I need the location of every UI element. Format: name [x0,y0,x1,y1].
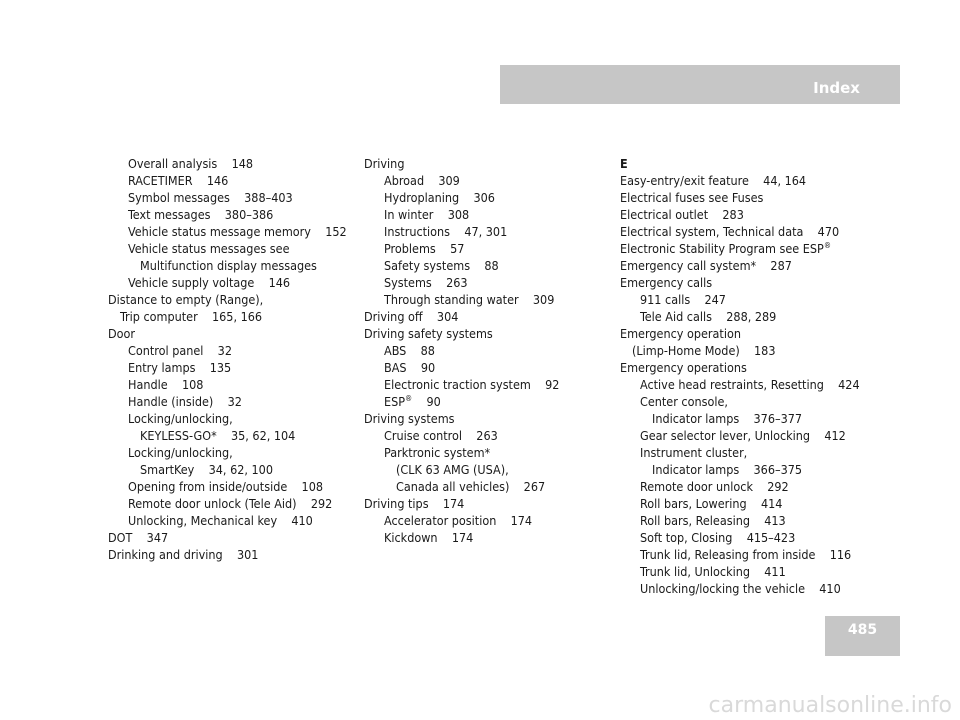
index-entry [108,461,358,478]
index-column-1 [108,155,358,563]
index-entry [108,291,358,308]
index-entry-text: Emergency operations [620,360,747,375]
index-entry [364,359,614,376]
index-entry [620,393,900,410]
index-entry-text: Instrument cluster, [640,445,748,460]
index-entry-text: Roll bars, Releasing 413 [640,513,786,528]
index-entry-text: Accelerator position 174 [384,513,533,528]
index-entry-text: Easy-entry/exit feature 44, 164 [620,173,807,188]
index-entry-text: Locking/unlocking, [128,445,233,460]
index-entry [620,376,900,393]
index-entry-text: Text messages 380–386 [128,207,274,222]
index-entry [364,189,614,206]
index-column-3 [620,155,900,597]
index-entry [108,393,358,410]
index-entry-text: Electrical outlet 283 [620,207,744,222]
index-entry-text: ESP [384,394,406,409]
index-entry-text: Emergency operation [620,326,741,341]
index-entry [364,325,614,342]
index-entry [108,444,358,461]
index-entry [108,189,358,206]
index-entry [620,308,900,325]
index-entry-text: Trunk lid, Unlocking 411 [640,564,786,579]
index-entry [620,427,900,444]
index-entry-text: Driving [364,156,405,171]
index-entry-text: Roll bars, Lowering 414 [640,496,783,511]
index-entry-text: DOT 347 [108,530,169,545]
index-entry-text: Handle 108 [128,377,204,392]
page-number-box [825,616,900,656]
index-entry-text: Unlocking/locking the vehicle 410 [640,581,841,596]
index-entry [364,155,614,172]
index-entry [364,240,614,257]
index-entry-text: SmartKey 34, 62, 100 [140,462,273,477]
index-entry-text: Cruise control 263 [384,428,498,443]
index-entry-text: Emergency call system* 287 [620,258,792,273]
index-entry [364,206,614,223]
index-entry-text: Trip computer 165, 166 [120,309,263,324]
index-entry-text: Vehicle status messages see [128,241,290,256]
index-entry-text: Entry lamps 135 [128,360,232,375]
index-entry [108,359,358,376]
index-entry-text: Opening from inside/outside 108 [128,479,324,494]
index-entry [108,155,358,172]
index-entry [620,580,900,597]
index-entry [364,376,614,393]
index-entry-text: Electrical system, Technical data 470 [620,224,840,239]
registered-mark: ® [823,240,832,250]
index-entry [108,478,358,495]
index-column-2 [364,155,614,546]
index-entry-text: E [620,156,628,171]
index-entry-text: Through standing water 309 [384,292,555,307]
registered-mark: ® [405,393,413,403]
index-entry [108,325,358,342]
index-entry [364,444,614,461]
index-entry [620,274,900,291]
index-entry-text: Distance to empty (Range), [108,292,264,307]
index-entry [108,342,358,359]
index-entry-text: Vehicle supply voltage 146 [128,275,291,290]
index-entry [364,291,614,308]
index-entry-text: KEYLESS-GO* 35, 62, 104 [140,428,296,443]
index-entry-text: Center console, [640,394,728,409]
index-entry-text: Driving off 304 [364,309,459,324]
index-entry [108,257,358,274]
index-entry [108,546,358,563]
index-entry-text: Indicator lamps 366–375 [652,462,803,477]
index-entry-text: ABS 88 [384,343,435,358]
index-entry [620,410,900,427]
index-entry [108,223,358,240]
watermark: carmanualsonline.info [708,693,952,718]
index-entry-text: Vehicle status message memory 152 [128,224,347,239]
index-entry-text: Remote door unlock 292 [640,479,789,494]
index-entry-text: Emergency calls [620,275,713,290]
index-entry-text: Symbol messages 388–403 [128,190,293,205]
index-entry [108,427,358,444]
index-entry-text: Trunk lid, Releasing from inside 116 [640,547,852,562]
index-entry-text: Unlocking, Mechanical key 410 [128,513,313,528]
index-entry [620,529,900,546]
index-entry [364,495,614,512]
index-entry-text: Hydroplaning 306 [384,190,495,205]
index-entry-text: Active head restraints, Resetting 424 [640,377,860,392]
index-entry [620,461,900,478]
index-entry-text: Overall analysis 148 [128,156,254,171]
index-entry [620,206,900,223]
index-entry-text: Problems 57 [384,241,465,256]
index-entry-text: Remote door unlock (Tele Aid) 292 [128,496,333,511]
index-entry-text: Indicator lamps 376–377 [652,411,803,426]
index-entry [620,478,900,495]
index-entry [108,206,358,223]
index-entry-text: Control panel 32 [128,343,232,358]
index-entry-text: Canada all vehicles) 267 [396,479,546,494]
index-entry [108,274,358,291]
index-entry-text: Instructions 47, 301 [384,224,508,239]
index-entry [620,223,900,240]
index-entry [620,444,900,461]
index-entry-text: Safety systems 88 [384,258,499,273]
index-entry [620,291,900,308]
index-entry-text: RACETIMER 146 [128,173,229,188]
index-entry [364,512,614,529]
index-entry [108,410,358,427]
index-entry-text: Parktronic system* [384,445,491,460]
index-entry-text: BAS 90 [384,360,436,375]
index-entry [108,172,358,189]
index-entry [108,512,358,529]
index-entry [364,257,614,274]
index-entry [620,257,900,274]
index-entry-text: 911 calls 247 [640,292,726,307]
index-entry-text: Handle (inside) 32 [128,394,242,409]
index-entry-text: (Limp-Home Mode) 183 [632,343,776,358]
index-entry-text: Electronic Stability Program see ESP [620,241,824,256]
index-entry [108,495,358,512]
index-entry-text: Electronic traction system 92 [384,377,560,392]
index-entry-text: Abroad 309 [384,173,460,188]
index-entry-text: Electrical fuses see Fuses [620,190,764,205]
index-entry-page: 90 [412,394,441,409]
index-entry-text: Multifunction display messages [140,258,317,273]
index-entry [620,495,900,512]
index-entry [108,240,358,257]
index-entry [620,325,900,342]
index-entry [620,512,900,529]
index-entry-text: Soft top, Closing 415–423 [640,530,796,545]
index-entry [620,342,900,359]
index-entry [620,546,900,563]
index-entry [108,529,358,546]
index-entry [620,563,900,580]
index-entry [620,189,900,206]
index-entry-text: Kickdown 174 [384,530,474,545]
index-entry [108,308,358,325]
index-entry [364,461,614,478]
index-entry [364,529,614,546]
index-entry [364,410,614,427]
index-entry [108,376,358,393]
index-entry-text: Tele Aid calls 288, 289 [640,309,777,324]
index-entry-text: Locking/unlocking, [128,411,233,426]
index-entry-text: Drinking and driving 301 [108,547,259,562]
index-entry [364,427,614,444]
index-entry [364,172,614,189]
header-bar [500,65,900,104]
index-entry-text: Driving systems [364,411,455,426]
index-entry-text: Driving tips 174 [364,496,465,511]
index-entry [364,342,614,359]
page-number: 485 [847,622,878,638]
index-entry-text: (CLK 63 AMG (USA), [396,462,509,477]
index-entry-text: Systems 263 [384,275,468,290]
index-letter-heading [620,155,900,172]
index-entry [364,308,614,325]
index-entry [620,240,900,257]
index-entry-text: Door [108,326,136,341]
index-entry [364,478,614,495]
index-entry [364,274,614,291]
index-entry [620,359,900,376]
index-entry [364,393,614,410]
index-entry [620,172,900,189]
page-title: Index [813,79,860,97]
index-entry-text: In winter 308 [384,207,470,222]
index-entry-text: Gear selector lever, Unlocking 412 [640,428,846,443]
index-entry-text: Driving safety systems [364,326,493,341]
index-entry [364,223,614,240]
